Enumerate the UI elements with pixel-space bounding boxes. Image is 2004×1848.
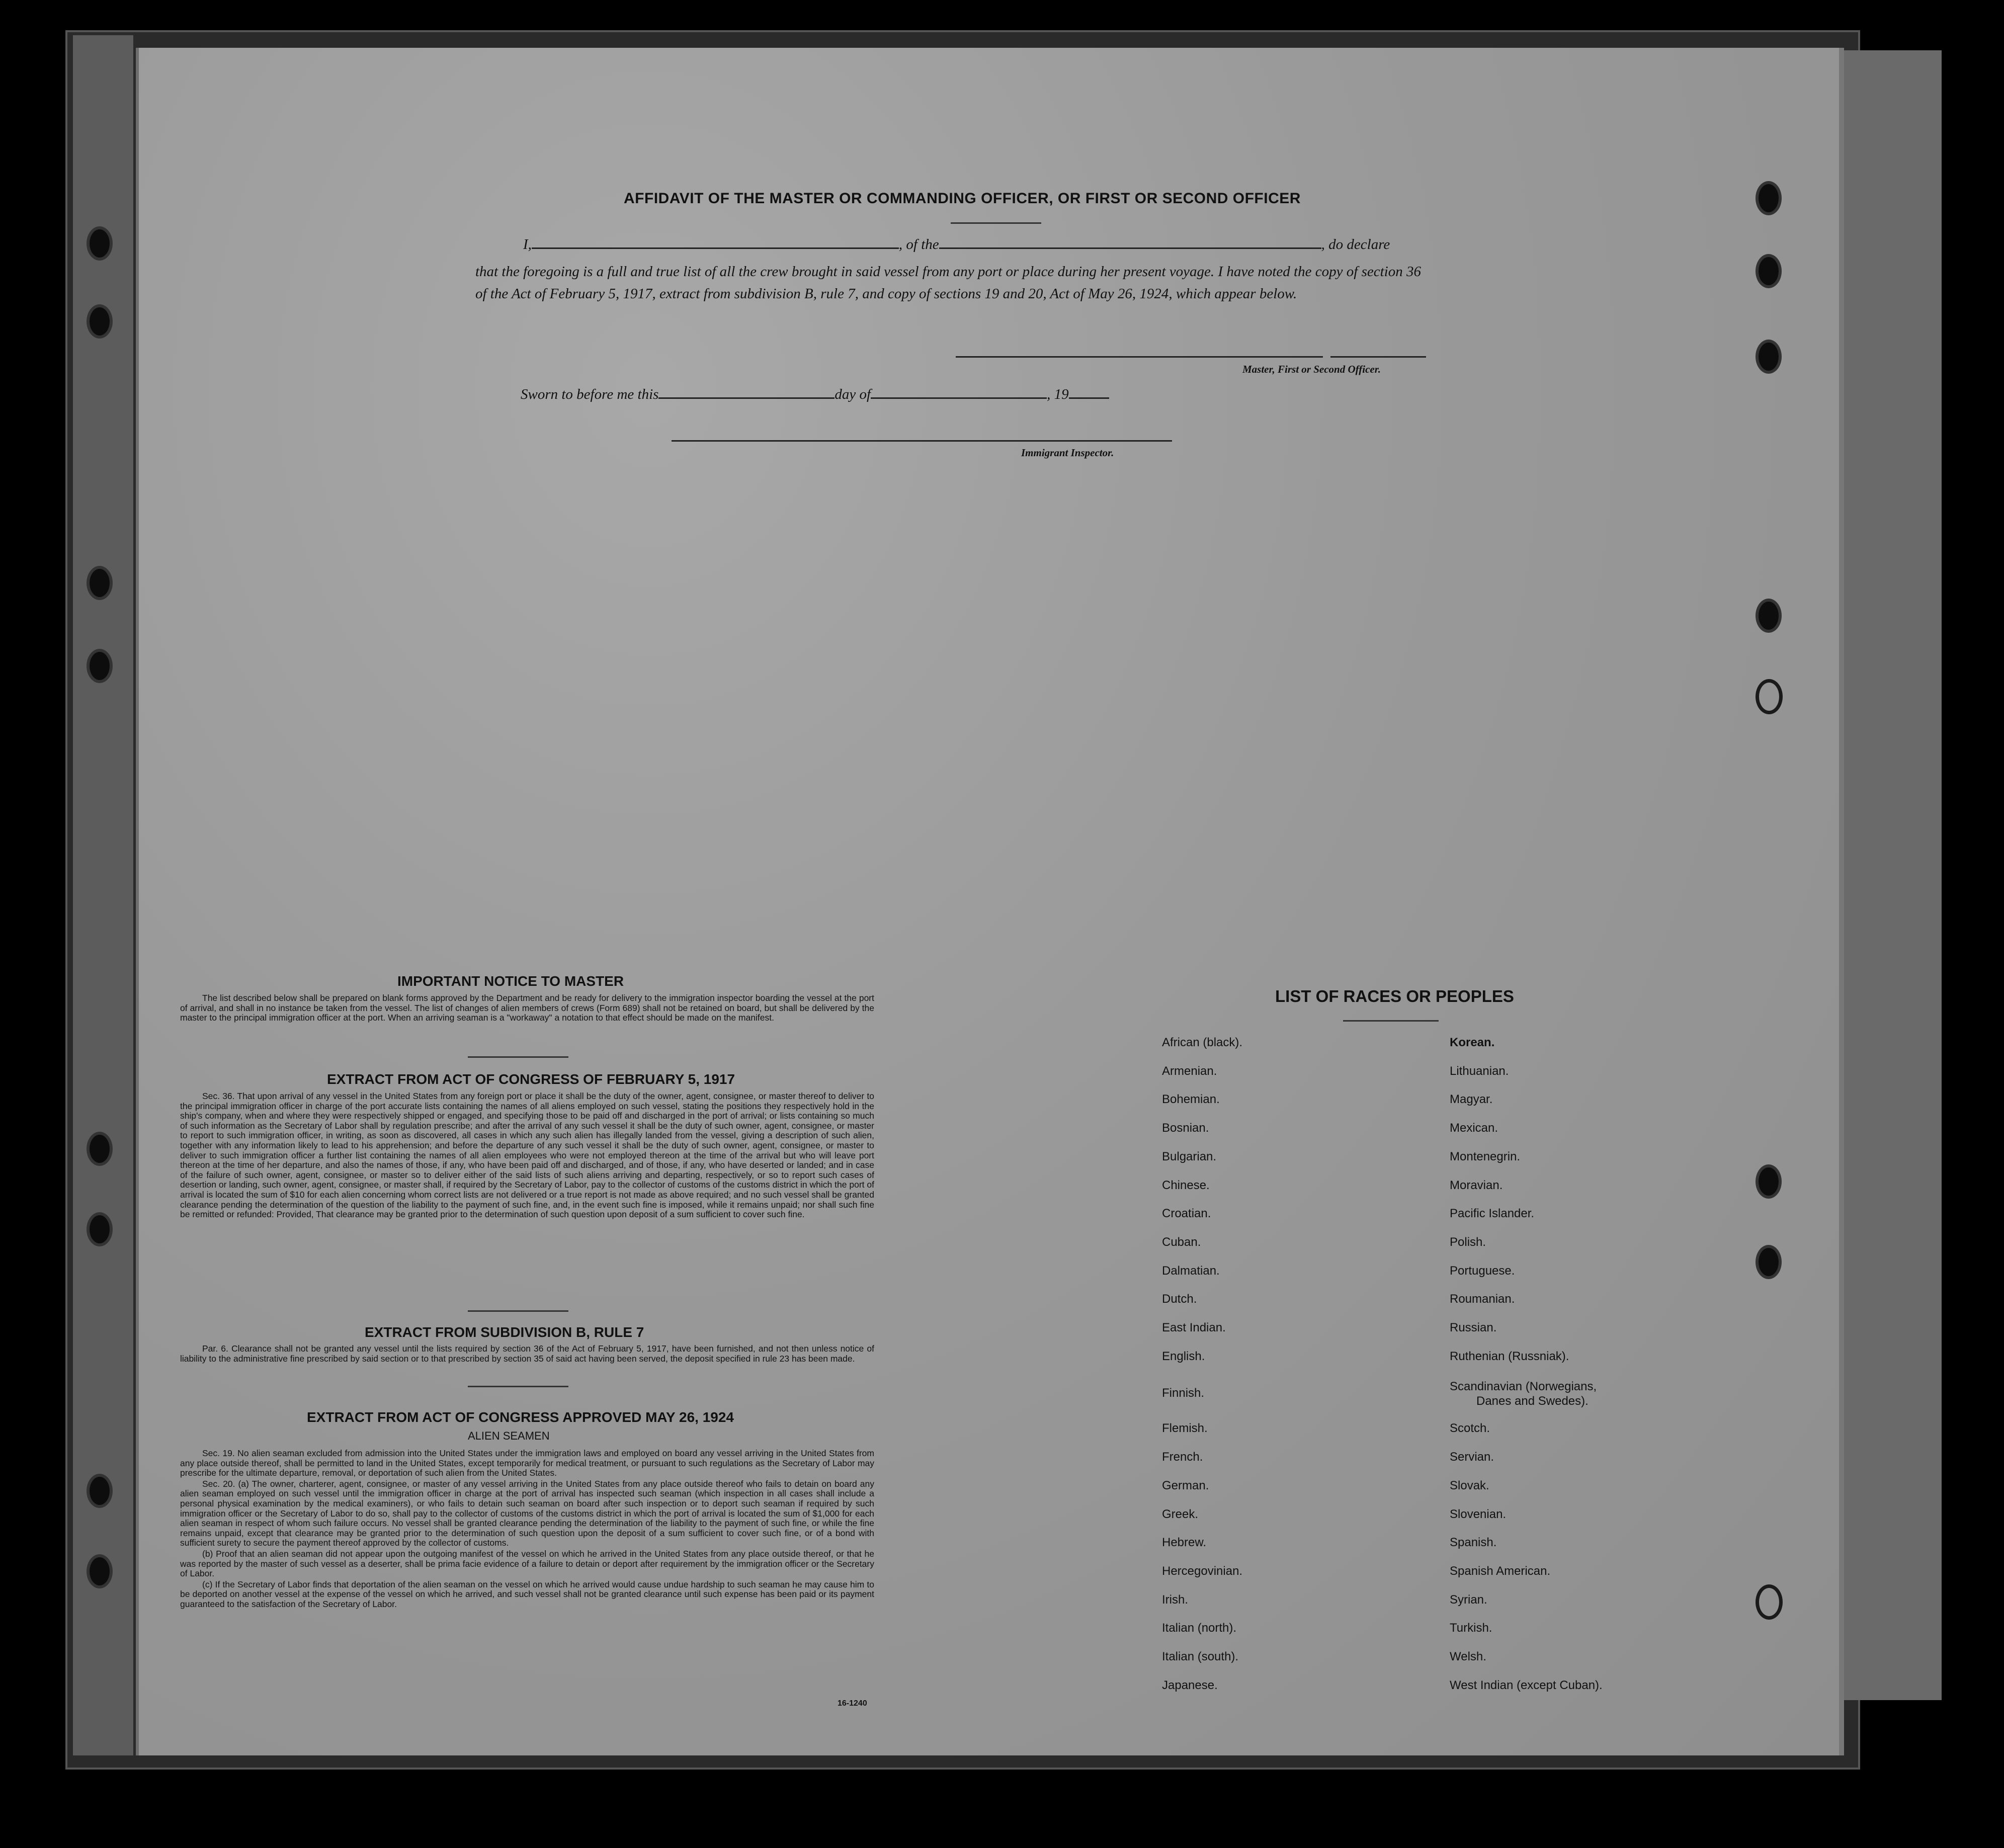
race-item: English. [1162,1350,1205,1363]
race-item: Hebrew. [1162,1536,1207,1549]
race-item: Armenian. [1162,1064,1217,1078]
punch-hole [87,649,113,683]
race-item: Portuguese. [1450,1264,1515,1278]
race-item: Dalmatian. [1162,1264,1220,1278]
race-item: West Indian (except Cuban). [1450,1678,1603,1692]
race-item: Bohemian. [1162,1093,1220,1106]
declaration-line [523,236,1390,253]
punch-hole [1756,1584,1783,1620]
race-item: Bosnian. [1162,1121,1209,1135]
race-item: Finnish. [1162,1386,1205,1400]
punch-hole [87,1132,113,1166]
extract-rule7-text [180,1344,874,1365]
divider [468,1310,568,1312]
punch-hole [1756,340,1782,374]
sworn-line [521,386,1109,403]
notice-text [180,993,874,1024]
inspector-signature-line [672,440,1172,442]
punch-hole [87,1474,113,1508]
extract-1924-text [180,1449,874,1611]
race-item: Turkish. [1450,1621,1492,1635]
section-36-paragraph: Sec. 36. That upon arrival of any vessel in the United States from any foreign port or place it shall be the duty of the owner, agent, consignee, or master thereof to deliver to the principal immigration officer in charge of the port accurate lists containing the names of all aliens employed on such vessel, stating the positions they respectively hold in the ship's company, when and where they were respectively shipped or engaged, and specifying those to be paid off and discharged in the port of arrival; or lists containing so much of such information as the Secretary of Labor shall by regulation prescribe; and after the arrival of any such vessel it shall be the duty of such owner, agent, consignee, or master to report to such immigration officer, in writing, as soon as discovered, all cases in which any such alien has illegally landed from the vessel, giving a description of such alien, together with any information likely to lead to his apprehension; and before the departure of any such vessel it shall be the duty of such owner, agent, consignee, or master to deliver to such immigration officer a further list containing the names of all alien employees who were not employed thereon at the time of the arrival but who will leave port thereon at the time of her departure, and also the names of those, if any, who have been paid off and discharged, and of those, if any, who have deserted or landed; and in case of the failure of such owner, agent, consignee, or master so to deliver either of the said lists of such aliens arriving and departing, respectively, or so to report such cases of desertion or landing, such owner, agent, consignee, or master shall, if required by the Secretary of Labor, pay to the collector of customs of the customs district in which the port of arrival is located the sum of $10 for each alien concerning whom correct lists are not delivered or a true report is not made as above required; and no such vessel shall be granted clearance pending the determination of the question of the liability to the payment of such fine, and, in the event such fine is imposed, while it remains unpaid; nor shall such fine be remitted or refunded: Provided, That clearance may be granted prior to the determination of such question upon deposit of a sum sufficient to cover such fine. [180,1091,874,1220]
affidavit-title: AFFIDAVIT OF THE MASTER OR COMMANDING OFFICER, OR FIRST OR SECOND OFFICER [624,190,1301,207]
race-item: Danes and Swedes). [1476,1394,1589,1408]
form-number: 16-1240 [838,1699,867,1708]
race-item: Russian. [1450,1321,1497,1334]
section-20c-paragraph: (c) If the Secretary of Labor finds that deportation of the alien seaman on the vessel on which he arrived would cause undue hardship to such seaman he may cause him to be deported on another vessel at the expense of the vessel on which he arrived, and such vessel shall not be granted clearance until such expense has been paid or its payment guaranteed to the satisfaction of the Secretary of Labor. [180,1579,874,1609]
section-19-paragraph: Sec. 19. No alien seaman excluded from admission into the United States under the immigration laws and employed on board any vessel arriving in the United States from any place outside thereof, shall be permitted to land in the United States, except temporarily for medical treatment, or pursuant to such regulations as the Secretary of Labor may prescribe for the ultimate departure, removal, or deportation of such alien from the United States. [180,1448,874,1478]
race-item: Scandinavian (Norwegians, [1450,1380,1597,1393]
race-item: Montenegrin. [1450,1150,1521,1163]
race-item: Ruthenian (Russniak). [1450,1350,1569,1363]
extract-rule7-title: EXTRACT FROM SUBDIVISION B, RULE 7 [365,1324,644,1340]
race-item: Bulgarian. [1162,1150,1217,1163]
section-20b-paragraph: (b) Proof that an alien seaman did not appear upon the outgoing manifest of the vessel on which he arrived in the United States from any place outside thereof, or that he was reported by the master of such vessel as a deserter, shall be prima facie evidence of a failure to detain or deport after requirement by the immigration officer or the Secretary of Labor. [180,1548,874,1579]
race-item: Magyar. [1450,1093,1493,1106]
punch-hole [1756,1245,1782,1279]
race-item: East Indian. [1162,1321,1226,1334]
affidavit-body: that the foregoing is a full and true list of all the crew brought in said vessel from any port or place during her present voyage. I have noted the copy of section 36 of the Act of February 5, 1917, extract from subdivision B, rule 7, and copy of sections 19 and 20, Act of May 26, 1924, which appear below. [475,264,1421,302]
race-item: Syrian. [1450,1593,1487,1607]
inspector-label: Immigrant Inspector. [1021,447,1114,459]
vessel-blank [939,236,1321,249]
race-item: African (black). [1162,1036,1243,1049]
punch-hole [87,226,113,261]
signature-line [1330,356,1426,358]
punch-hole [1756,181,1782,215]
punch-hole [87,566,113,600]
divider [1343,1020,1439,1022]
race-item: Dutch. [1162,1292,1197,1306]
race-item: Lithuanian. [1450,1064,1509,1078]
year-blank [1069,386,1109,399]
punch-hole [1756,679,1783,714]
extract-1917-text [180,1091,874,1221]
race-item: Mexican. [1450,1121,1498,1135]
race-item: French. [1162,1450,1203,1464]
signature-label: Master, First or Second Officer. [1242,363,1381,375]
day-blank [658,386,834,399]
race-item: Japanese. [1162,1678,1218,1692]
race-item: Italian (south). [1162,1650,1239,1663]
declaration-mid: , of the [898,236,939,253]
section-20a-paragraph: Sec. 20. (a) The owner, charterer, agent, consignee, or master of any vessel arriving in the United States from any place outside thereof who fails to detain on board any alien seaman employed on such vessel until the immigration officer in charge at the port of arrival has inspected such seaman (which inspection in all cases shall include a personal physical examination by the medical examiners), or who fails to detain such seaman on board after such inspection or to deport such seaman if required by such immigration officer or the Secretary of Labor to do so, shall pay to the collector of customs of the customs district in which the port of arrival is located the sum of $1,000 for each alien seaman in respect of whom such failure occurs. No vessel shall be granted clearance pending the determination of the liability to the payment of such fine, or while the fine remains unpaid, except that clearance may be granted prior to the determination of such question upon the deposit of a sum sufficient to cover such fine, or of a bond with sufficient surety to secure the payment thereof approved by the collector of customs. [180,1478,874,1548]
race-item: Scotch. [1450,1421,1490,1435]
race-item: Moravian. [1450,1179,1503,1192]
signature-line [956,356,1323,358]
race-item: Roumanian. [1450,1292,1515,1306]
punch-hole [87,1212,113,1246]
divider [468,1056,568,1058]
races-list-title: LIST OF RACES OR PEOPLES [1275,987,1514,1005]
race-item: Croatian. [1162,1207,1211,1220]
race-item: Pacific Islander. [1450,1207,1535,1220]
race-item: Greek. [1162,1507,1199,1521]
race-item: Spanish. [1450,1536,1497,1549]
sworn-prefix: Sworn to before me this [521,386,659,402]
race-item: Italian (north). [1162,1621,1237,1635]
race-item: German. [1162,1479,1209,1492]
punch-hole [1756,1164,1782,1199]
declaration-prefix: I, [523,236,532,253]
race-item: Korean. [1450,1036,1495,1049]
race-item: Slovak. [1450,1479,1489,1492]
month-blank [871,386,1047,399]
alien-seamen-subtitle: ALIEN SEAMEN [468,1430,550,1442]
divider [468,1386,568,1387]
punch-hole [87,304,113,339]
notice-paragraph: The list described below shall be prepared on blank forms approved by the Department and be ready for delivery to the immigration inspector boarding the vessel at the port of arrival, and shall in no instance be taken from the vessel. The list of changes of alien members of crews (Form 689) shall not be retained on board, but shall be delivered by the master to the principal immigration officer at the port. When an arriving seaman is a "workaway" a notation to that effect should be made on the manifest. [180,993,874,1023]
race-item: Irish. [1162,1593,1189,1607]
extract-1917-title: EXTRACT FROM ACT OF CONGRESS OF FEBRUARY 5, 1917 [327,1071,735,1087]
race-item: Spanish American. [1450,1564,1551,1578]
race-item: Cuban. [1162,1235,1201,1249]
adjacent-page-edge [1841,50,1942,1700]
sworn-year: , 19 [1047,386,1069,402]
punch-hole [87,1554,113,1588]
race-item: Polish. [1450,1235,1486,1249]
declaration-suffix: , do declare [1321,236,1390,253]
divider [951,222,1041,224]
rule7-paragraph: Par. 6. Clearance shall not be granted any vessel until the lists required by section 36 of the Act of February 5, 1917, have been furnished, and not then unless notice of liability to the administrative fine prescribed by said section or to that prescribed by section 35 of said act having been served, the deposit specified in rule 23 has been made. [180,1343,874,1364]
race-item: Servian. [1450,1450,1494,1464]
punch-hole [1756,599,1782,633]
race-item: Welsh. [1450,1650,1486,1663]
race-item: Slovenian. [1450,1507,1507,1521]
punch-hole [1756,254,1782,288]
name-blank [532,236,899,249]
notice-title: IMPORTANT NOTICE TO MASTER [397,973,624,989]
extract-1924-title: EXTRACT FROM ACT OF CONGRESS APPROVED MAY 26, 1924 [307,1409,734,1425]
race-item: Hercegovinian. [1162,1564,1243,1578]
race-item: Flemish. [1162,1421,1208,1435]
sworn-day: day of [834,386,871,402]
race-item: Chinese. [1162,1179,1210,1192]
